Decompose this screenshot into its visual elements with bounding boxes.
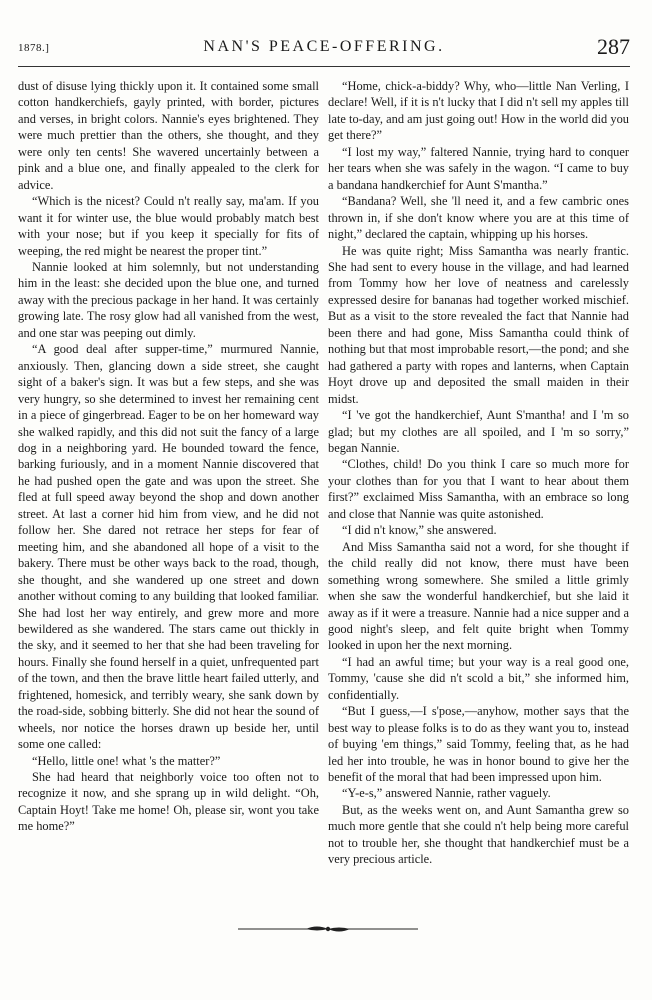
paragraph: “I 've got the handkerchief, Aunt S'mantha! and I 'm so glad; but my clothes are all spoiled, and I 'm so sorry,” began Nannie. bbox=[328, 408, 629, 455]
running-title: NAN'S PEACE-OFFERING. bbox=[203, 38, 445, 55]
paragraph: “A good deal after supper-time,” murmured Nannie, anxiously. Then, glancing down a side street, she caught sight of a baker's sign. It was but a few steps, and she was very hungry, so she determined to invest her remaining cent in a piece of gingerbread. Eager to be on her homeward way she walked rapidly, and this did not suit the fancy of a large dog in a neighboring yard. He bounded toward the fence, barking furiously, and in a moment Nannie discovered that he had pushed open the gate and was upon the street. She fled at full speed away beyond the shop and down another street. At last a corner hid him from view, and he did not follow her. She dared not retrace her steps for fear of meeting him, and she abandoned all hope of a visit to the bakery. There must be other ways back to the road, though, she thought, and she wandered up one street and down another without coming to any building that looked familiar. She had lost her way entirely, and grew more and more bewildered as she wandered. The stars came out thickly in the sky, and it seemed to her that she had been traveling for hours. Finally she found herself in a quiet, unfrequented part of the town, and then the brave little heart failed utterly, and frightened, homesick, and terribly weary, she sank down by the road-side, sobbing bitterly. She did not hear the sound of wheels, nor notice the horses drawn up beside her, until some one called: bbox=[18, 342, 319, 752]
paragraph: He was quite right; Miss Samantha was nearly frantic. She had sent to every house in the village, and had learned from Tommy how her love of neatness and carelessly expressed desire for bananas had together worked mischief. But as a visit to the store revealed the fact that Nannie had been there and had gone, Miss Samantha could think of nothing but that most improbable resort,—the pond; and she had gathered a party with ropes and lanterns, when Captain Hoyt drove up and deposited the small maiden in their midst. bbox=[328, 243, 629, 406]
paragraph: “Home, chick-a-biddy? Why, who—little Nan Verling, I declare! Well, if it is n't lucky that I did n't sell my apples till late to-day, and am just going out! How in the world did you get there?” bbox=[328, 79, 629, 143]
paragraph: Nannie looked at him solemnly, but not understanding him in the least: she decided upon the blue one, and turned away with the precious package in her hand. It was certainly growing late. The rosy glow had all vanished from the west, and one star was peeping out dimly. bbox=[18, 259, 319, 340]
issue-year: 1878.] bbox=[18, 42, 50, 54]
paragraph: dust of disuse lying thickly upon it. It contained some small cotton handkerchiefs, gayly printed, with border, pictures and verses, in bright colors. Nannie's eyes brightened. They were much prettier than the others, she thought, and they were only ten cents! She wavered uncertainly between a pink and a blue one, and finally appealed to the clerk for advice. bbox=[18, 79, 319, 192]
paragraph: “Which is the nicest? Could n't really say, ma'am. If you want it for winter use, the blue would probably match best with your nose; but if you keep it specially for fits of weeping, the red might be nearest the proper tint.” bbox=[18, 194, 319, 258]
running-header bbox=[18, 36, 630, 66]
page-number: 287 bbox=[597, 34, 630, 59]
paragraph: But, as the weeks went on, and Aunt Samantha grew so much more gentle that she could n't help being more careful not to trouble her, she thought that handkerchief must be a very precious article. bbox=[328, 802, 629, 867]
paragraph: And Miss Samantha said not a word, for she thought if the child really did not know, there must have been something wrong somewhere. She smiled a little grimly when she saw the wonderful handkerchief, but she laid it away as if it were a treasure. Nannie had a nice supper and a good night's sleep, and felt quite bright when Tommy looked in upon her the next morning. bbox=[328, 539, 629, 653]
paragraph: “But I guess,—I s'pose,—anyhow, mother says that the best way to please folks is to do as they want you to, instead of buying 'em things,” said Tommy, feeling that, as he had led her into trouble, he was in honor bound to give her the benefit of the moral that had been impressed upon him. bbox=[328, 704, 629, 785]
ornament-rule-icon bbox=[228, 922, 428, 936]
right-column bbox=[328, 78, 629, 868]
paragraph: “Bandana? Well, she 'll need it, and a few cambric ones thrown in, if she don't know where you are at this time of night,” declared the captain, whipping up his horses. bbox=[328, 194, 629, 242]
paragraph: “Y-e-s,” answered Nannie, rather vaguely. bbox=[342, 786, 551, 801]
left-column bbox=[18, 78, 319, 835]
paragraph: “Clothes, child! Do you think I care so much more for your clothes than for you that I want to hear about them first?” exclaimed Miss Samantha, with an embrace so long and close that Nannie was quite astonished. bbox=[328, 457, 629, 521]
paragraph: She had heard that neighborly voice too often not to recognize it now, and she sprang up in wild delight. “Oh, Captain Hoyt! Take me home! Oh, please sir, wont you take me home?” bbox=[18, 770, 319, 834]
paragraph: “I did n't know,” she answered. bbox=[342, 523, 497, 538]
paragraph: “I lost my way,” faltered Nannie, trying hard to conquer her tears when she was safely in the wagon. “I came to buy a bandana handkerchief for Aunt S'mantha.” bbox=[328, 144, 629, 192]
paragraph: “I had an awful time; but your way is a real good one, Tommy, 'cause she did n't scold a bit,” she informed him, confidentially. bbox=[328, 654, 629, 702]
header-rule bbox=[18, 66, 630, 67]
paragraph: “Hello, little one! what 's the matter?” bbox=[32, 753, 221, 768]
